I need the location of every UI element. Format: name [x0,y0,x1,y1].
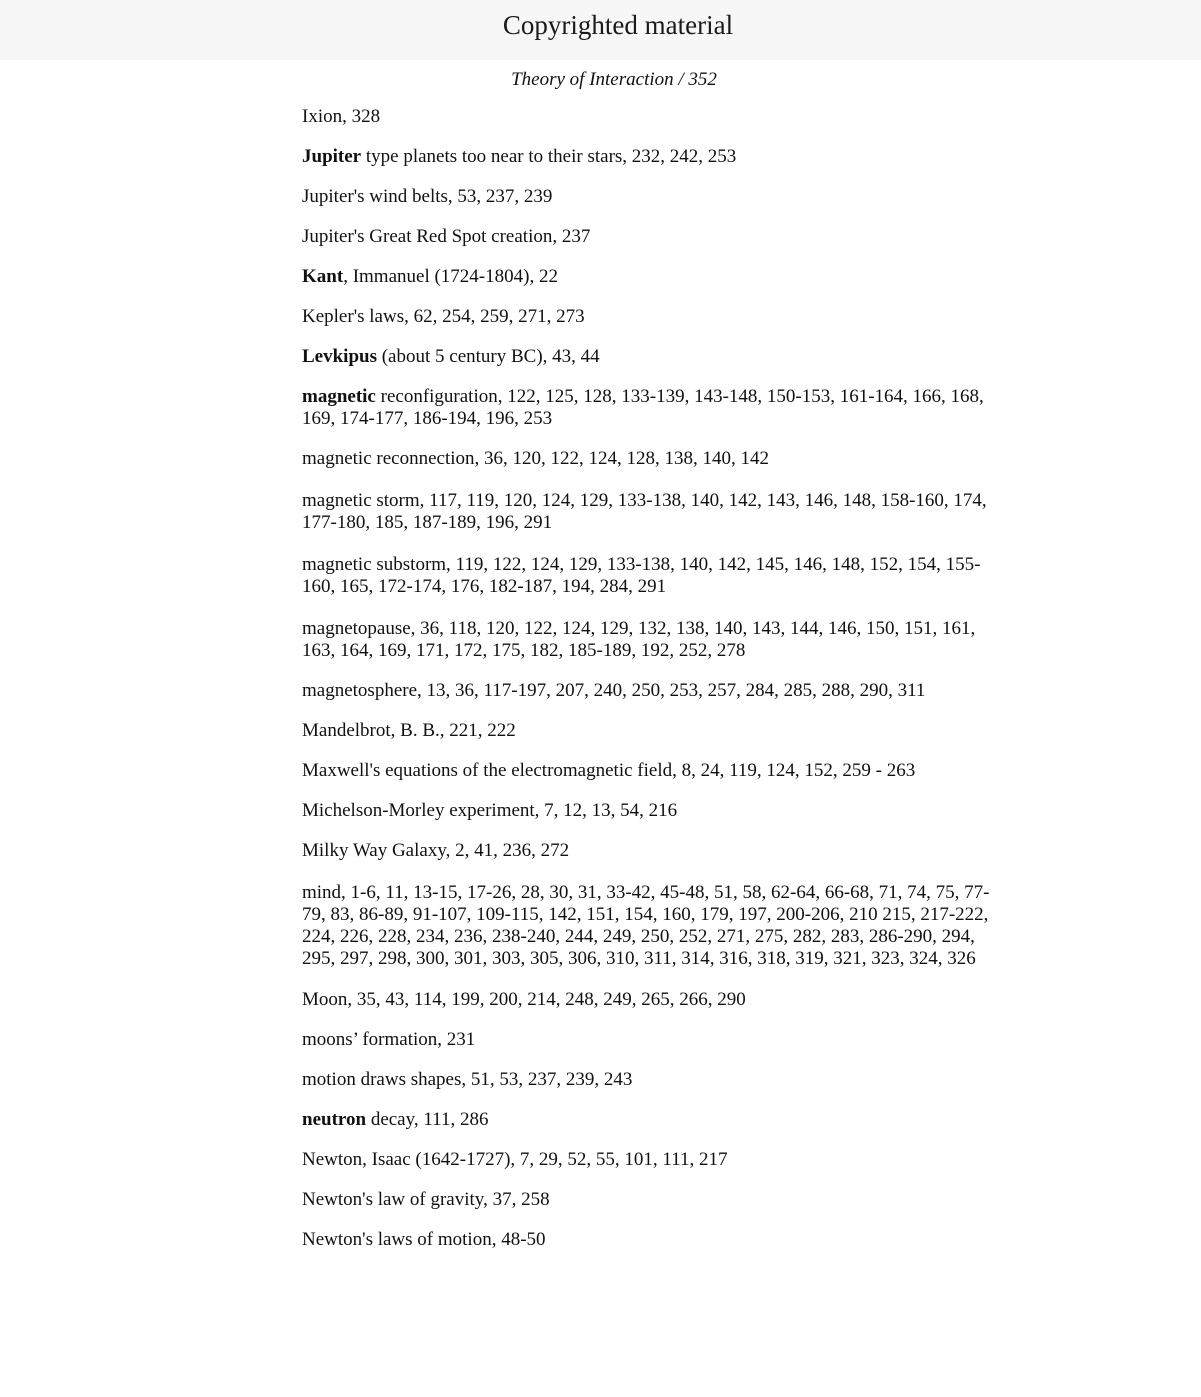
entry-text: , Immanuel (1724-1804), 22 [343,266,558,287]
index-entry [302,1109,1002,1131]
entry-keyword: Levkipus [302,346,377,367]
entry-text: Kepler's laws, 62, 254, 259, 271, 273 [302,306,585,327]
entry-text: magnetic substorm, 119, 122, 124, 129, 133-138, 140, 142, 145, 146, 148, 152, 154, 155-160, 165, 172-174, 176, 182-187, 194, 284, 291 [302,554,981,597]
entry-text: magnetosphere, 13, 36, 117-197, 207, 240, 250, 253, 257, 284, 285, 288, 290, 311 [302,680,926,701]
entry-text: type planets too near to their stars, 232, 242, 253 [361,146,737,167]
entry-text: moons’ formation, 231 [302,1029,476,1050]
running-head: Theory of Interaction / 352 [511,69,717,90]
entry-text: magnetic storm, 117, 119, 120, 124, 129, 133-138, 140, 142, 143, 146, 148, 158-160, 174, 177-180, 185, 187-189, 196, 291 [302,490,987,533]
index-entry [302,146,1002,168]
entry-text: Newton's law of gravity, 37, 258 [302,1189,550,1210]
entry-text: Newton, Isaac (1642-1727), 7, 29, 52, 55, 101, 111, 217 [302,1149,728,1170]
index-entry [302,226,1002,248]
entry-text: magnetic reconnection, 36, 120, 122, 124, 128, 138, 140, 142 [302,448,770,469]
index-entry [302,490,1002,534]
index-entry [302,1029,1002,1051]
index-entry [302,800,1002,822]
entry-keyword: neutron [302,1109,367,1130]
entry-text: Jupiter's Great Red Spot creation, 237 [302,226,591,247]
index-entry [302,618,1002,662]
index-entry [302,882,1002,970]
index-entry [302,306,1002,328]
index-entry [302,106,1002,128]
entry-text: Milky Way Galaxy, 2, 41, 236, 272 [302,840,570,861]
entry-text: Maxwell's equations of the electromagnetic field, 8, 24, 119, 124, 152, 259 - 263 [302,760,916,781]
index-entry [302,266,1002,288]
entry-text: Newton's laws of motion, 48-50 [302,1229,546,1250]
entry-keyword: Jupiter [302,146,362,167]
index-entry [302,720,1002,742]
entry-text: Mandelbrot, B. B., 221, 222 [302,720,516,741]
index-entry [302,448,1002,470]
index-entry [302,386,1002,430]
index-entry [302,554,1002,598]
entry-keyword: Kant [302,266,344,287]
index-entry [302,346,1002,368]
index-entry [302,840,1002,862]
entry-text: reconfiguration, 122, 125, 128, 133-139, 143-148, 150-153, 161-164, 166, 168, 169, 174-177, 186-194, 196, 253 [302,386,984,429]
entry-text: (about 5 century BC), 43, 44 [376,346,600,367]
index-entries [302,106,1002,1251]
index-entry [302,1189,1002,1211]
copyright-banner: Copyrighted material [502,10,734,40]
index-entry [302,680,1002,702]
entry-text: Michelson-Morley experiment, 7, 12, 13, 54, 216 [302,800,678,821]
entry-text: decay, 111, 286 [366,1109,489,1130]
entry-keyword: magnetic [302,386,376,407]
index-entry [302,1149,1002,1171]
entry-text: Ixion, 328 [302,106,381,127]
entry-text: mind, 1-6, 11, 13-15, 17-26, 28, 30, 31, 33-42, 45-48, 51, 58, 62-64, 66-68, 71, 74, 75, 77-79, 83, 86-89, 91-107, 109-115, 142, 151, 154, 160, 179, 197, 200-206, 210 215, 217-222, 224, 226, 228, 234, 236, 238-240, 244, 249, 250, 252, 271, 275, 282, 283, 286-290, 294, 295, 297, 298, 300, 301, 303, 305, 306, 310, 311, 314, 316, 318, 319, 321, 323, 324, 326 [302,882,990,969]
index-entry [302,989,1002,1011]
index-entry [302,1229,1002,1251]
entry-text: Moon, 35, 43, 114, 199, 200, 214, 248, 249, 265, 266, 290 [302,989,746,1010]
index-entry [302,186,1002,208]
index-entry [302,1069,1002,1091]
index-entry [302,760,1002,782]
entry-text: magnetopause, 36, 118, 120, 122, 124, 129, 132, 138, 140, 143, 144, 146, 150, 151, 161, 163, 164, 169, 171, 172, 175, 182, 185-189, 192, 252, 278 [302,618,976,661]
entry-text: Jupiter's wind belts, 53, 237, 239 [302,186,553,207]
entry-text: motion draws shapes, 51, 53, 237, 239, 243 [302,1069,633,1090]
